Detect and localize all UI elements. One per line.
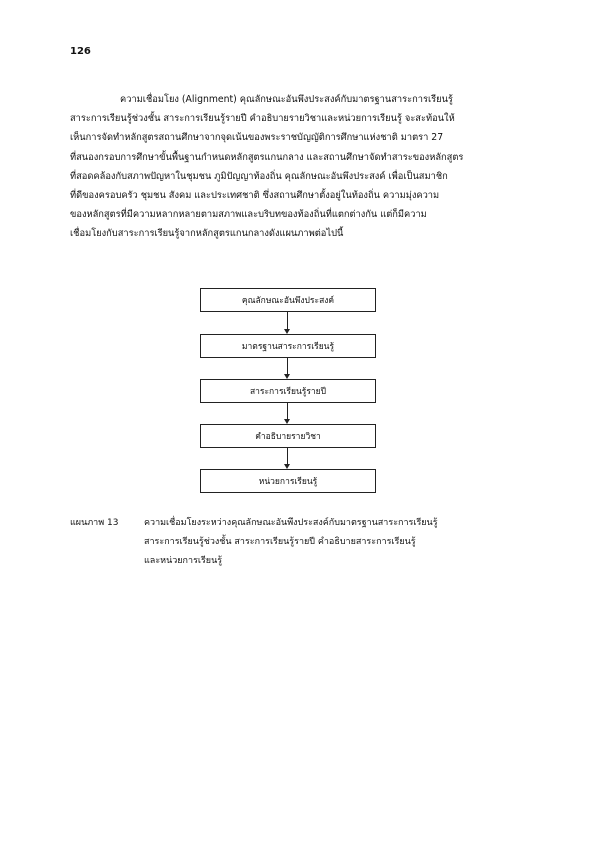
paragraph-line: ที่ดีของครอบครัว ชุมชน สังคม และประเทศชาติ ซึ่งสถานศึกษาตั้งอยู่ในท้องถิ่น ความมุ่งความ [70, 189, 440, 201]
arrow-down-icon [284, 374, 290, 379]
body-paragraph [70, 90, 530, 244]
flow-box-desired-characteristics: คุณลักษณะอันพึงประสงค์ [200, 288, 376, 312]
flow-arrow-line [287, 448, 288, 464]
flow-box-learning-units: หน่วยการเรียนรู้ [200, 469, 376, 493]
caption-line: และหน่วยการเรียนรู้ [144, 556, 223, 566]
caption-line: สาระการเรียนรู้ช่วงชั้น สาระการเรียนรู้รายปี คำอธิบายสาระการเรียนรู้ [144, 537, 416, 547]
paragraph-line: เห็นการจัดทำหลักสูตรสถานศึกษาจากจุดเน้นของพระราชบัญญัติการศึกษาแห่งชาติ มาตรา 27 [70, 132, 444, 144]
figure-caption [70, 514, 540, 571]
paragraph-line: สาระการเรียนรู้ช่วงชั้น สาระการเรียนรู้รายปี คำอธิบายรายวิชาและหน่วยการเรียนรู้ จะสะท้อนให้ [70, 113, 455, 125]
flow-box-course-description: คำอธิบายรายวิชา [200, 424, 376, 448]
flow-arrow-line [287, 358, 288, 374]
flow-arrow-line [287, 312, 288, 329]
paragraph-line: ของหลักสูตรที่มีความหลากหลายตามสภาพและบริบทของท้องถิ่นที่แตกต่างกัน แต่ก็มีความ [70, 209, 427, 221]
paragraph-line: ที่สนองกรอบการศึกษาขั้นพื้นฐานกำหนดหลักสูตรแกนกลาง และสถานศึกษาจัดทำสาระของหลักสูตร [70, 151, 464, 163]
paragraph-line: ความเชื่อมโยง (Alignment) คุณลักษณะอันพึงประสงค์กับมาตรฐานสาระการเรียนรู้ [120, 94, 453, 105]
caption-label: แผนภาพ 13 [70, 518, 119, 528]
paragraph-line: ที่สอดคล้องกับสภาพปัญหาในชุมชน ภูมิปัญญาท้องถิ่น คุณลักษณะอันพึงประสงค์ เพื่อเป็นสมาชิก [70, 170, 448, 182]
page-number: 126 [70, 46, 91, 57]
flow-box-yearly-learning-content: สาระการเรียนรู้รายปี [200, 379, 376, 403]
caption-line: ความเชื่อมโยงระหว่างคุณลักษณะอันพึงประสงค์กับมาตรฐานสาระการเรียนรู้ [144, 518, 438, 528]
arrow-down-icon [284, 464, 290, 469]
arrow-down-icon [284, 329, 290, 334]
paragraph-line: เชื่อมโยงกับสาระการเรียนรู้จากหลักสูตรแกนกลางดังแผนภาพต่อไปนี้ [70, 228, 344, 240]
arrow-down-icon [284, 419, 290, 424]
flow-box-learning-standards: มาตรฐานสาระการเรียนรู้ [200, 334, 376, 358]
flow-arrow-line [287, 403, 288, 419]
